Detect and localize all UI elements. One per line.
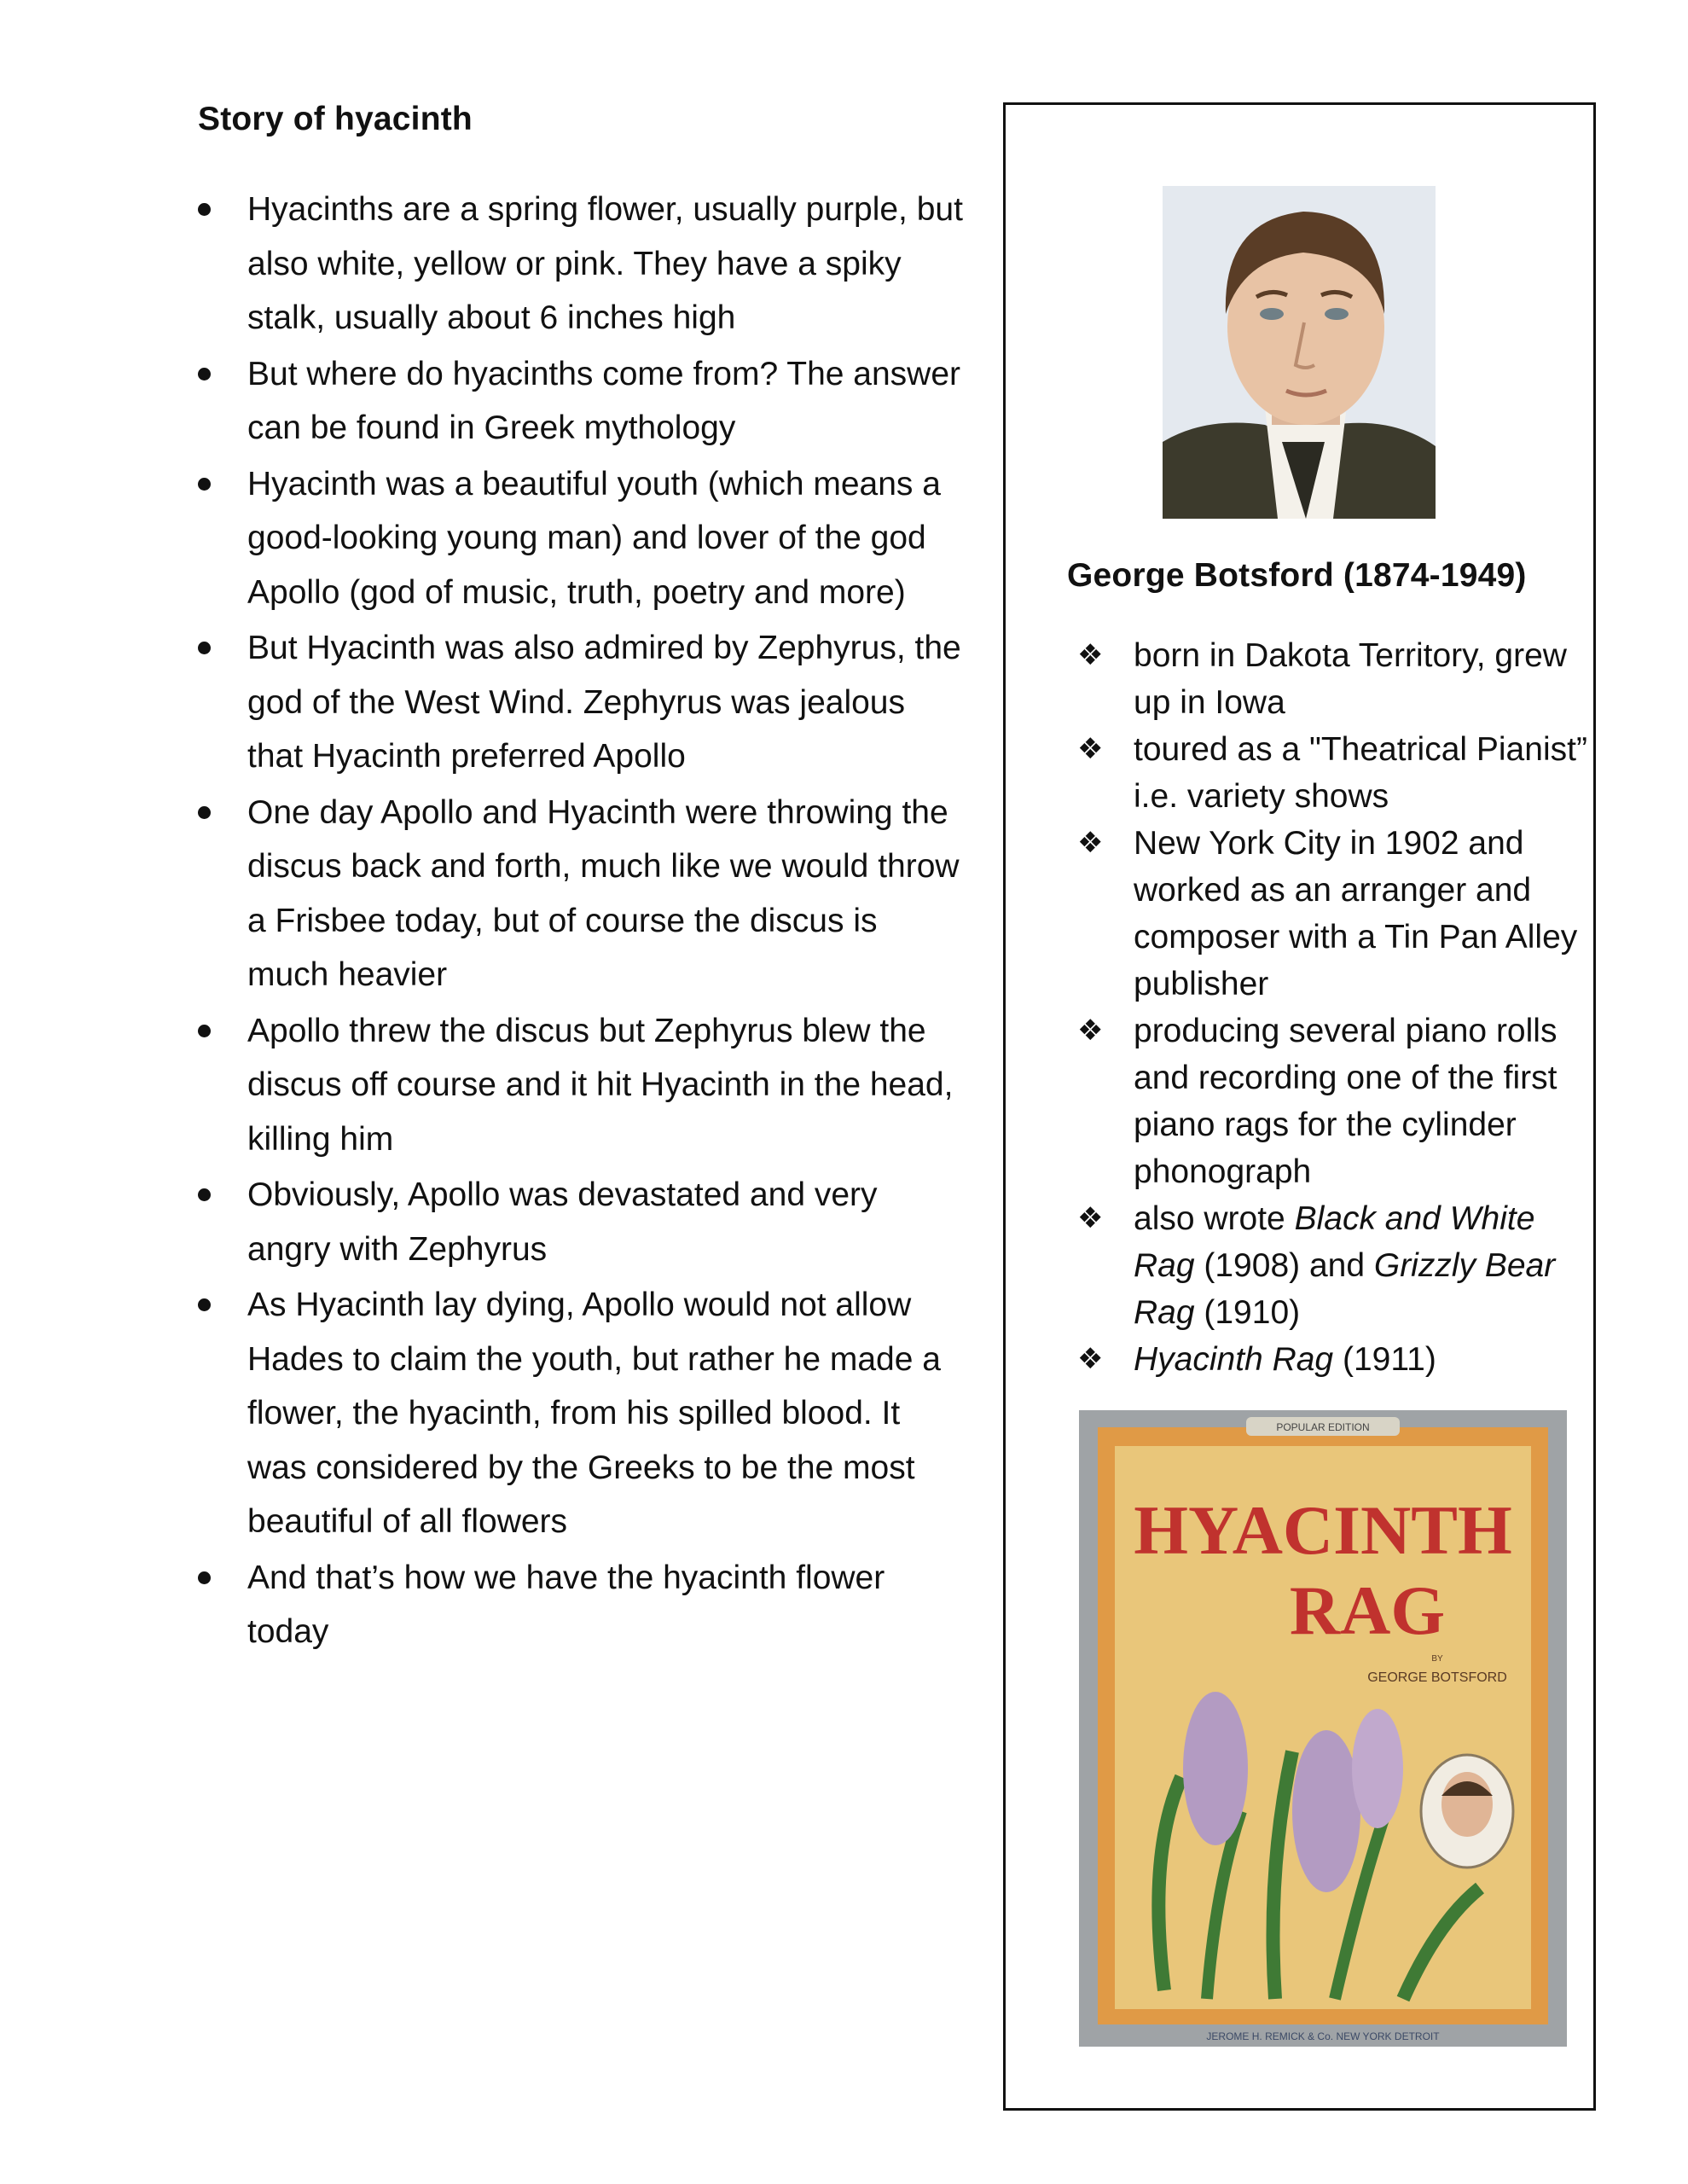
diamond-bullet-icon: ❖ [1077, 639, 1104, 671]
story-bullet: As Hyacinth lay dying, Apollo would not allow Hades to claim the youth, but rather he made a flower, the hyacinth, from his spilled blood. It was considered by the Greeks to be the most beautiful of all flowers [198, 1278, 966, 1549]
portrait-illustration [1163, 186, 1436, 519]
bio-fact: ❖ also wrote Black and White Rag (1908) and Grizzly Bear Rag (1910) [1077, 1195, 1589, 1336]
bio-name-heading: George Botsford (1874-1949) [1067, 557, 1527, 594]
cover-by-label: BY [1431, 1654, 1443, 1664]
story-column [198, 101, 966, 1661]
diamond-bullet-icon: ❖ [1077, 1202, 1104, 1234]
diamond-bullet-icon: ❖ [1077, 733, 1104, 765]
bio-sidebar [1003, 102, 1596, 2111]
bullet-icon [198, 478, 211, 491]
bio-fact: ❖ producing several piano rolls and recording one of the first piano rags for the cylinder phonograph [1077, 1008, 1589, 1195]
bio-fact: ❖ toured as a "Theatrical Pianist” i.e. variety shows [1077, 726, 1589, 820]
story-bullet-list [198, 183, 966, 1659]
diamond-bullet-icon: ❖ [1077, 827, 1104, 859]
work-title: Hyacinth Rag [1134, 1341, 1334, 1378]
bullet-icon [198, 1298, 211, 1311]
bio-fact: ❖ Hyacinth Rag (1911) [1077, 1336, 1589, 1383]
story-bullet: But where do hyacinths come from? The answer can be found in Greek mythology [198, 347, 966, 456]
story-bullet: And that’s how we have the hyacinth flower today [198, 1551, 966, 1659]
story-bullet: But Hyacinth was also admired by Zephyrus, the god of the West Wind. Zephyrus was jealous that Hyacinth preferred Apollo [198, 621, 966, 784]
story-bullet: Hyacinth was a beautiful youth (which means a good-looking young man) and lover of the god Apollo (god of music, truth, poetry and more) [198, 457, 966, 620]
cover-edition-label: POPULAR EDITION [1276, 1421, 1370, 1433]
sheet-music-cover-illustration [1079, 1410, 1567, 2047]
story-bullet: Obviously, Apollo was devastated and very angry with Zephyrus [198, 1168, 966, 1276]
bio-fact: ❖ New York City in 1902 and worked as an arranger and composer with a Tin Pan Alley publisher [1077, 820, 1589, 1008]
bullet-icon [198, 203, 211, 216]
bullet-icon [198, 642, 211, 654]
story-bullet: One day Apollo and Hyacinth were throwing the discus back and forth, much like we would throw a Frisbee today, but of course the discus is much heavier [198, 786, 966, 1002]
bullet-icon [198, 368, 211, 380]
bullet-icon [198, 1025, 211, 1037]
cover-title-line2: RAG [1289, 1571, 1446, 1649]
bio-facts-list [1077, 632, 1589, 1383]
story-bullet: Hyacinths are a spring flower, usually purple, but also white, yellow or pink. They have a spiky stalk, usually about 6 inches high [198, 183, 966, 346]
bio-fact: ❖ born in Dakota Territory, grew up in Iowa [1077, 632, 1589, 726]
bullet-icon [198, 1188, 211, 1201]
bullet-icon [198, 806, 211, 819]
cover-publisher-label: JEROME H. REMICK & Co. NEW YORK DETROIT [1206, 2030, 1440, 2042]
story-bullet: Apollo threw the discus but Zephyrus blew the discus off course and it hit Hyacinth in the head, killing him [198, 1004, 966, 1167]
work-title: Grizzly Bear Rag [1134, 1247, 1556, 1331]
sheet-music-cover-image [1079, 1410, 1567, 2047]
story-title: Story of hyacinth [198, 101, 473, 137]
work-title: Black and White Rag [1134, 1200, 1535, 1284]
cover-composer-label: GEORGE BOTSFORD [1367, 1670, 1507, 1685]
bullet-icon [198, 1571, 211, 1584]
portrait-image [1163, 186, 1436, 519]
cover-title-line1: HYACINTH [1134, 1491, 1512, 1569]
diamond-bullet-icon: ❖ [1077, 1343, 1104, 1375]
diamond-bullet-icon: ❖ [1077, 1014, 1104, 1047]
